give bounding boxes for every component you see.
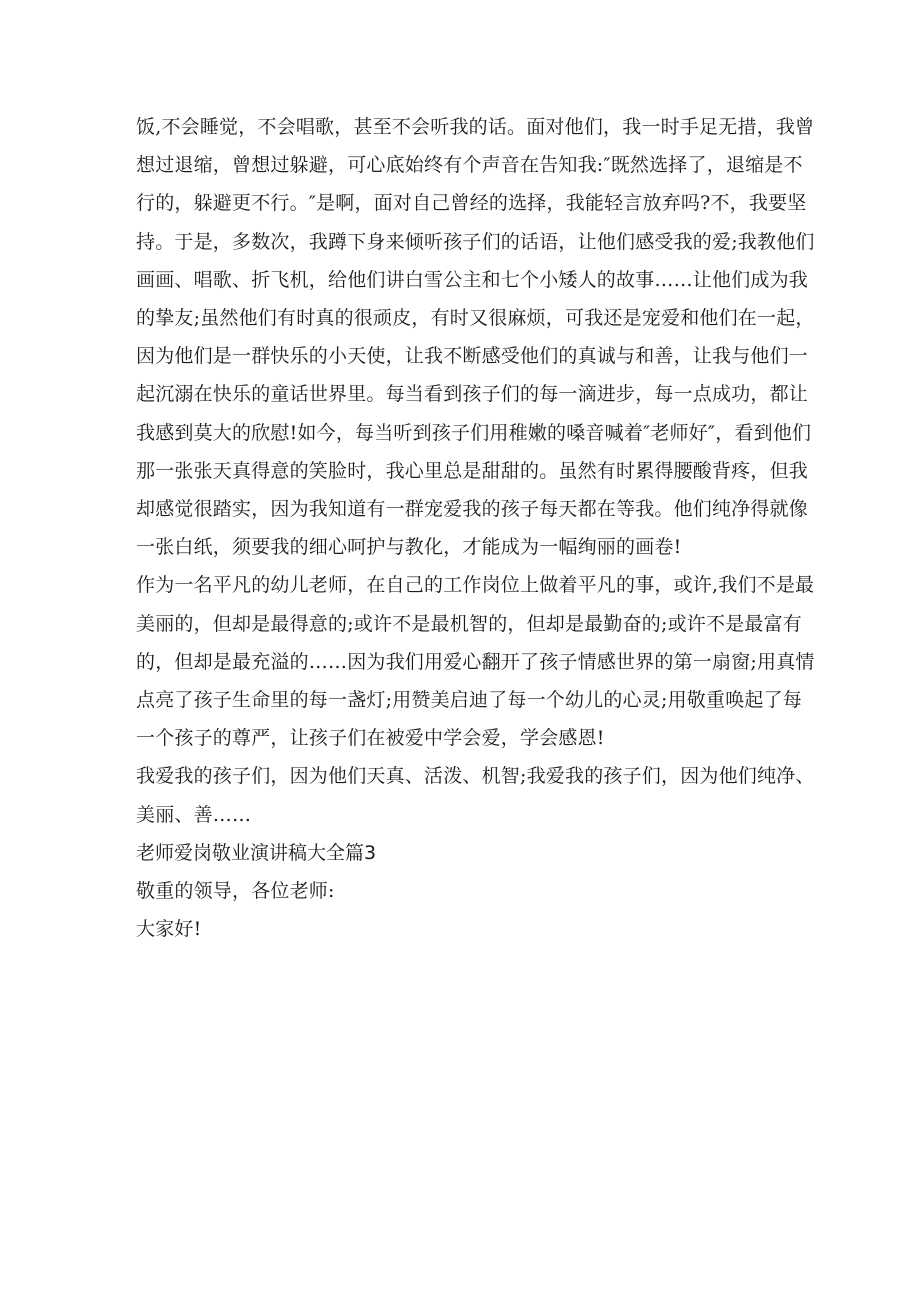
- text-line: 因为他们是一群快乐的小天使，让我不断感受他们的真诚与和善，让我与他们一: [136, 345, 809, 368]
- salutation: 敬重的领导，各位老师:: [136, 880, 335, 903]
- text-line: 画画、唱歌、折飞机，给他们讲白雪公主和七个小矮人的故事……让他们成为我: [136, 268, 809, 291]
- text-line: 美丽、善……: [136, 803, 252, 826]
- text-line: 那一张张天真得意的笑脸时，我心里总是甜甜的。虽然有时累得腰酸背疼，但我: [136, 459, 809, 482]
- text-line: 想过退缩，曾想过躲避，可心底始终有个声音在告知我:″既然选择了，退缩是不: [136, 154, 803, 177]
- text-line: 的，但却是最充溢的……因为我们用爱心翻开了孩子情感世界的第一扇窗;用真情: [136, 650, 815, 673]
- text-line: 却感觉很踏实，因为我知道有一群宠爱我的孩子每天都在等我。他们纯净得就像: [136, 498, 809, 521]
- paragraph-1: [136, 108, 815, 566]
- text-line: 的挚友;虽然他们有时真的很顽皮，有时又很麻烦，可我还是宠爱和他们在一起，: [136, 307, 815, 330]
- text-line: 饭,不会睡觉，不会唱歌，甚至不会听我的话。面对他们，我一时手足无措，我曾: [136, 116, 815, 138]
- text-line: 我爱我的孩子们，因为他们天真、活泼、机智;我爱我的孩子们，因为他们纯净、: [136, 765, 815, 788]
- text-line: 作为一名平凡的幼儿老师，在自己的工作岗位上做着平凡的事，或许,我们不是最: [136, 574, 815, 597]
- text-line: 持。于是，多数次，我蹲下身来倾听孩子们的话语，让他们感受我的爱;我教他们: [136, 230, 815, 253]
- text-line: 一张白纸，须要我的细心呵护与教化，才能成为一幅绚丽的画卷!: [136, 536, 682, 559]
- text-line: 美丽的，但却是最得意的;或许不是最机智的，但却是最勤奋的;或许不是最富有: [136, 612, 803, 635]
- document-body: [136, 108, 815, 948]
- paragraph-3: [136, 757, 815, 833]
- text-line: 起沉溺在快乐的童话世界里。每当看到孩子们的每一滴进步，每一点成功，都让: [136, 383, 809, 406]
- text-line: 点亮了孩子生命里的每一盏灯;用赞美启迪了每一个幼儿的心灵;用敬重唤起了每: [136, 689, 803, 712]
- text-line: 一个孩子的尊严，让孩子们在被爱中学会爱，学会感恩!: [136, 727, 605, 750]
- text-line: 我感到莫大的欣慰!如今，每当听到孩子们用稚嫩的嗓音喊着″老师好″，看到他们: [136, 421, 812, 444]
- greeting: 大家好!: [136, 918, 202, 941]
- section-heading: 老师爱岗敬业演讲稿大全篇3: [136, 841, 377, 864]
- text-line: 行的，躲避更不行。″是啊，面对自己曾经的选择，我能轻言放弃吗?不，我要坚: [136, 192, 807, 215]
- paragraph-2: [136, 566, 815, 757]
